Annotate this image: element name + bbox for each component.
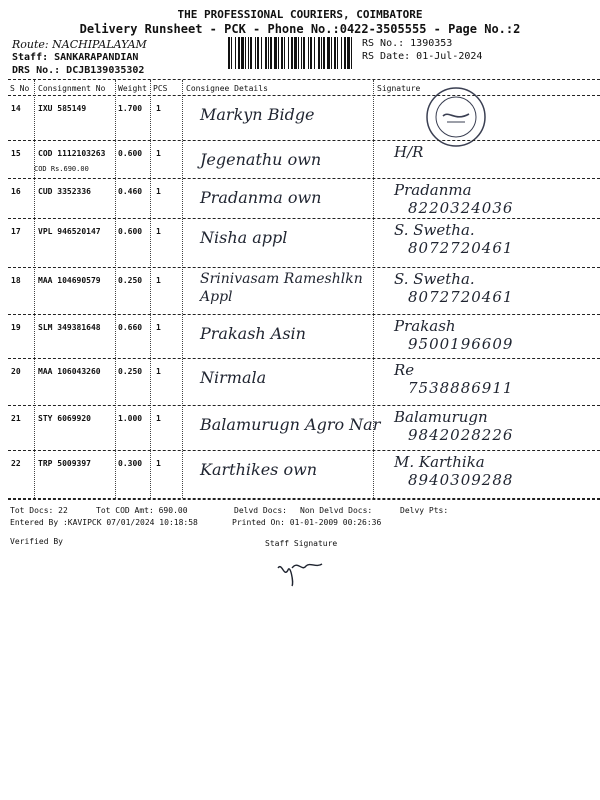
pieces-count: 1	[156, 459, 161, 468]
barcode-bar	[321, 37, 322, 69]
barcode-bar	[291, 37, 293, 69]
barcode-bar	[314, 37, 315, 69]
barcode-bar	[284, 37, 285, 69]
consignment-number: COD 1112103263	[38, 149, 106, 158]
table-row	[0, 451, 600, 499]
weight-value: 0.600	[118, 149, 143, 158]
col-sno: S No	[10, 84, 30, 93]
consignee-handwriting: Prakash Asin	[200, 324, 306, 343]
pieces-count: 1	[156, 276, 161, 285]
staff-label: Staff: SANKARAPANDIAN	[12, 52, 139, 63]
route-label: Route: NACHIPALAYAM	[12, 38, 147, 51]
table-row	[0, 179, 600, 219]
delivered-docs: Delvd Docs:	[234, 506, 287, 515]
staff-signature-mark	[272, 552, 328, 590]
barcode-bar	[228, 37, 230, 69]
receiver-signature: Re	[394, 361, 415, 379]
receiver-phone: 8072720461	[408, 239, 514, 257]
col-weight: Weight	[118, 84, 147, 93]
table-bottom-rule	[8, 499, 600, 500]
barcode-bar	[341, 37, 342, 69]
receiver-phone: 9842028226	[408, 426, 514, 444]
table-row	[0, 406, 600, 451]
serial-number: 15	[11, 149, 21, 158]
non-delivered-docs: Non Delvd Docs:	[300, 506, 373, 515]
staff-signature-label: Staff Signature	[265, 539, 338, 548]
pieces-count: 1	[156, 104, 161, 113]
serial-number: 14	[11, 104, 21, 113]
receiver-signature: H/R	[394, 143, 424, 161]
barcode-bar	[238, 37, 240, 69]
col-pcs: PCS	[153, 84, 168, 93]
barcode-bar	[347, 37, 350, 69]
weight-value: 1.700	[118, 104, 143, 113]
consignee-handwriting: Karthikes own	[200, 460, 318, 479]
barcode-bar	[261, 37, 262, 69]
barcode-bar	[281, 37, 283, 69]
consignment-number: CUD 3352336	[38, 187, 91, 196]
consignee-handwriting: Balamurugn Agro Nar	[200, 415, 381, 434]
consignee-handwriting: Srinivasam Rameshlkn Appl	[200, 271, 363, 305]
barcode-bar	[288, 37, 289, 69]
weight-value: 1.000	[118, 414, 143, 423]
barcode-bar	[298, 37, 299, 69]
weight-value: 0.600	[118, 227, 143, 236]
consignee-handwriting: Nirmala	[200, 368, 267, 387]
receiver-signature: Balamurugn	[394, 408, 488, 426]
pieces-count: 1	[156, 323, 161, 332]
col-signature: Signature	[377, 84, 421, 93]
col-consignee: Consignee Details	[186, 84, 268, 93]
consignment-number: IXU 585149	[38, 104, 87, 113]
receiver-phone: 8220324036	[408, 199, 514, 217]
barcode-bar	[235, 37, 236, 69]
weight-value: 0.250	[118, 276, 143, 285]
pieces-count: 1	[156, 227, 161, 236]
barcode-bar	[294, 37, 297, 69]
barcode-image	[228, 37, 356, 69]
serial-number: 16	[11, 187, 21, 196]
weight-value: 0.250	[118, 367, 143, 376]
consignment-number: MAA 104690579	[38, 276, 101, 285]
barcode-bar	[318, 37, 320, 69]
barcode-bar	[250, 37, 252, 69]
table-top-rule	[8, 79, 600, 80]
barcode-bar	[344, 37, 346, 69]
total-cod-amount: Tot COD Amt: 690.00	[96, 506, 188, 515]
total-docs: Tot Docs: 22	[10, 506, 68, 515]
consignment-number: STY 6069920	[38, 414, 91, 423]
barcode-bar	[241, 37, 244, 69]
barcode-bar	[327, 37, 330, 69]
barcode-bar	[268, 37, 269, 69]
cod-amount: COD Rs.690.00	[34, 165, 89, 173]
barcode-bar	[270, 37, 272, 69]
serial-number: 20	[11, 367, 21, 376]
consignee-handwriting: Markyn Bidge	[200, 105, 315, 124]
delivery-points: Delvy Pts:	[400, 506, 449, 515]
barcode-bar	[310, 37, 312, 69]
printed-on: Printed On: 01-01-2009 00:26:36	[232, 518, 382, 527]
barcode-bar	[323, 37, 325, 69]
table-row	[0, 96, 600, 141]
barcode-bar	[255, 37, 256, 69]
serial-number: 21	[11, 414, 21, 423]
receiver-signature: Prakash	[394, 317, 456, 335]
consignment-number: VPL 946520147	[38, 227, 101, 236]
receiver-signature: S. Swetha.	[394, 270, 475, 288]
consignment-number: MAA 106043260	[38, 367, 101, 376]
receiver-phone: 7538886911	[408, 379, 514, 397]
receiver-signature: S. Swetha.	[394, 221, 475, 239]
col-consignment: Consignment No	[38, 84, 106, 93]
pieces-count: 1	[156, 414, 161, 423]
barcode-bar	[278, 37, 279, 69]
serial-number: 22	[11, 459, 21, 468]
barcode-bar	[303, 37, 305, 69]
barcode-bar	[308, 37, 309, 69]
serial-number: 19	[11, 323, 21, 332]
barcode-bar	[274, 37, 277, 69]
consignment-number: SLM 349381648	[38, 323, 101, 332]
receiver-phone: 8940309288	[408, 471, 514, 489]
receiver-phone: 9500196609	[408, 335, 514, 353]
table-row	[0, 359, 600, 406]
barcode-bar	[351, 37, 352, 69]
table-row	[0, 219, 600, 268]
receiver-signature: Pradanma	[394, 181, 472, 199]
rs-date: RS Date: 01-Jul-2024	[362, 51, 483, 62]
pieces-count: 1	[156, 367, 161, 376]
barcode-bar	[337, 37, 338, 69]
pieces-count: 1	[156, 187, 161, 196]
serial-number: 17	[11, 227, 21, 236]
table-row	[0, 268, 600, 315]
weight-value: 0.660	[118, 323, 143, 332]
barcode-bar	[248, 37, 249, 69]
drs-label: DRS No.: DCJB139035302	[12, 65, 145, 76]
company-title: THE PROFESSIONAL COURIERS, COIMBATORE	[177, 8, 423, 21]
rs-number: RS No.: 1390353	[362, 38, 453, 49]
weight-value: 0.300	[118, 459, 143, 468]
consignee-handwriting: Jegenathu own	[200, 150, 322, 169]
receiver-phone: 8072720461	[408, 288, 514, 306]
entered-by: Entered By :KAVIPCK 07/01/2024 10:18:58	[10, 518, 198, 527]
verified-by: Verified By	[10, 537, 63, 546]
barcode-bar	[331, 37, 332, 69]
consignee-handwriting: Pradanma own	[200, 188, 322, 207]
barcode-bar	[231, 37, 232, 69]
barcode-bar	[301, 37, 302, 69]
consignee-handwriting: Nisha appl	[200, 228, 288, 247]
consignment-number: TRP 5009397	[38, 459, 91, 468]
runsheet-title: Delivery Runsheet - PCK - Phone No.:0422-3505555 - Page No.:2	[79, 22, 521, 36]
weight-value: 0.460	[118, 187, 143, 196]
serial-number: 18	[11, 276, 21, 285]
table-row	[0, 315, 600, 359]
barcode-bar	[257, 37, 259, 69]
receiver-signature: M. Karthika	[394, 453, 485, 471]
barcode-bar	[265, 37, 267, 69]
barcode-bar	[334, 37, 336, 69]
barcode-bar	[245, 37, 246, 69]
table-row	[0, 141, 600, 179]
pieces-count: 1	[156, 149, 161, 158]
